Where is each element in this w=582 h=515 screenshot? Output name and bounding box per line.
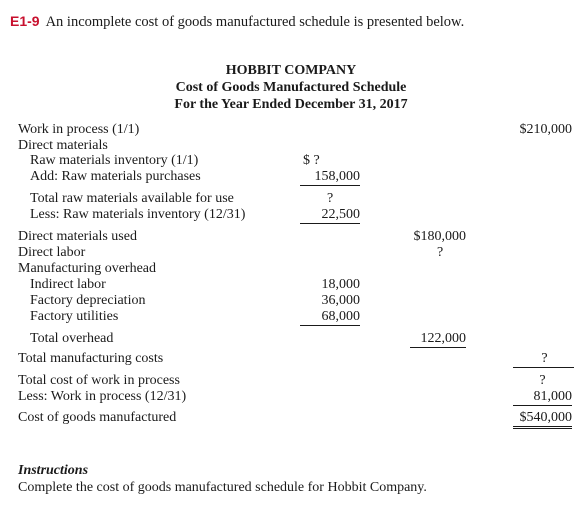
label-raw-available: Total raw materials available for use xyxy=(30,191,234,206)
exercise-text: An incomplete cost of goods manufactured schedule is presented below. xyxy=(45,14,465,30)
label-moh: Manufacturing overhead xyxy=(18,261,156,276)
label-cogm: Cost of goods manufactured xyxy=(18,410,177,425)
instructions-text: Complete the cost of goods manufactured schedule for Hobbit Company. xyxy=(18,480,427,495)
label-purchases: Add: Raw materials purchases xyxy=(30,169,201,184)
value-depreciation: 36,000 xyxy=(321,293,360,308)
label-wip-end: Less: Work in process (12/31) xyxy=(18,389,187,404)
exercise-number: E1-9 xyxy=(10,13,40,29)
value-wip-end: 81,000 xyxy=(513,389,572,406)
value-dm-used: $180,000 xyxy=(413,229,466,244)
schedule-title: Cost of Goods Manufactured Schedule xyxy=(175,80,407,95)
label-dm-used: Direct materials used xyxy=(18,229,137,244)
instructions-heading: Instructions xyxy=(18,463,89,478)
label-total-mfg: Total manufacturing costs xyxy=(18,351,164,366)
value-total-wip: ? xyxy=(539,373,546,388)
label-utilities: Factory utilities xyxy=(30,309,119,324)
value-utilities: 68,000 xyxy=(300,309,360,326)
label-indirect-labor: Indirect labor xyxy=(30,277,106,292)
label-direct-labor: Direct labor xyxy=(18,245,86,260)
exercise-header xyxy=(10,13,464,31)
value-raw-available: ? xyxy=(327,191,334,206)
value-total-overhead: 122,000 xyxy=(410,331,466,348)
value-cogm: $540,000 xyxy=(513,410,572,429)
value-purchases: 158,000 xyxy=(300,169,360,186)
label-raw-begin: Raw materials inventory (1/1) xyxy=(30,153,199,168)
value-total-mfg: ? xyxy=(513,351,574,368)
label-direct-materials: Direct materials xyxy=(18,138,108,153)
value-indirect-labor: 18,000 xyxy=(321,277,360,292)
label-total-overhead: Total overhead xyxy=(30,331,114,346)
value-raw-end: 22,500 xyxy=(300,207,360,224)
value-direct-labor: ? xyxy=(437,245,444,260)
schedule-period: For the Year Ended December 31, 2017 xyxy=(174,97,408,112)
label-raw-end: Less: Raw materials inventory (12/31) xyxy=(30,207,246,222)
label-wip-begin: Work in process (1/1) xyxy=(18,122,140,137)
company-name: HOBBIT COMPANY xyxy=(225,63,357,78)
value-raw-begin: $ ? xyxy=(303,153,320,168)
value-wip-begin: $210,000 xyxy=(519,122,572,137)
label-depreciation: Factory depreciation xyxy=(30,293,146,308)
label-total-wip: Total cost of work in process xyxy=(18,373,180,388)
